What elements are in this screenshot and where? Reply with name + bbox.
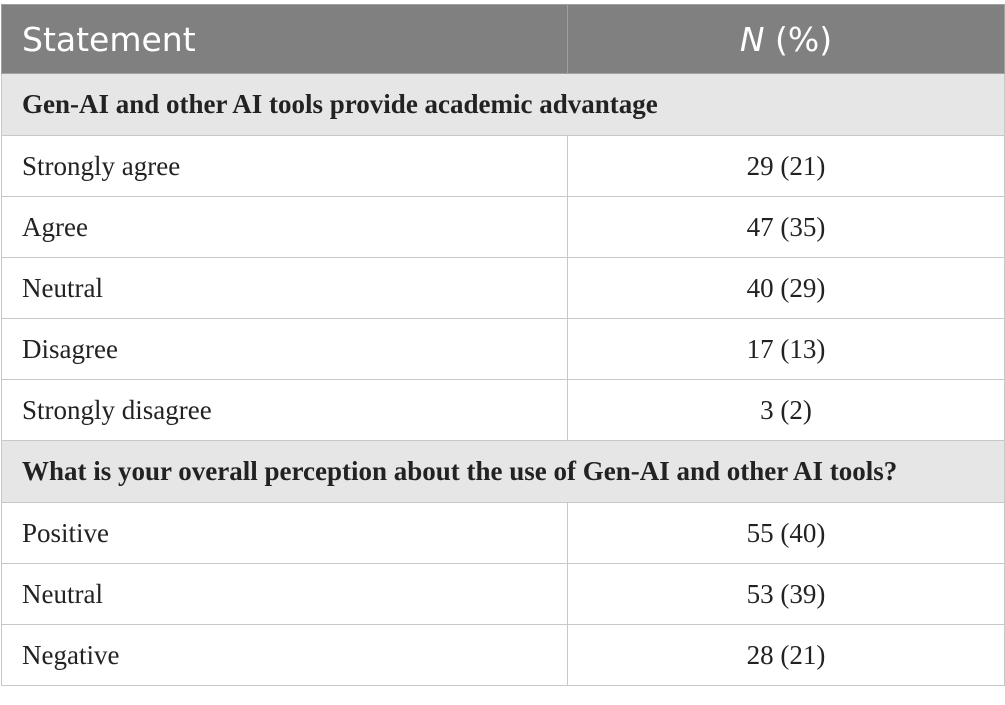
- row-value: 47 (35): [568, 197, 1005, 258]
- row-value: 53 (39): [568, 564, 1005, 625]
- table-row: [2, 380, 1005, 441]
- row-value: 55 (40): [568, 503, 1005, 564]
- row-label: Positive: [2, 503, 568, 564]
- section-title: What is your overall perception about the use of Gen-AI and other AI tools?: [2, 441, 1005, 503]
- column-header-statement: Statement: [2, 5, 568, 74]
- table-row: [2, 197, 1005, 258]
- row-value: 3 (2): [568, 380, 1005, 441]
- row-value: 17 (13): [568, 319, 1005, 380]
- table-row: [2, 136, 1005, 197]
- row-label: Disagree: [2, 319, 568, 380]
- section-title: Gen-AI and other AI tools provide academic advantage: [2, 74, 1005, 136]
- survey-table-container: [1, 4, 1004, 686]
- section-row-overall-perception: [2, 441, 1005, 503]
- row-label: Negative: [2, 625, 568, 686]
- row-value: 29 (21): [568, 136, 1005, 197]
- row-label: Agree: [2, 197, 568, 258]
- survey-table: [1, 4, 1005, 686]
- row-label: Neutral: [2, 258, 568, 319]
- row-label: Neutral: [2, 564, 568, 625]
- column-header-percent-suffix: (%): [764, 19, 833, 59]
- table-row: [2, 258, 1005, 319]
- table-row: [2, 319, 1005, 380]
- table-header-row: [2, 5, 1005, 74]
- table-row: [2, 625, 1005, 686]
- section-row-academic-advantage: [2, 74, 1005, 136]
- column-header-n-percent: [568, 5, 1005, 74]
- row-value: 40 (29): [568, 258, 1005, 319]
- column-header-n-letter: N: [739, 19, 765, 59]
- row-label: Strongly disagree: [2, 380, 568, 441]
- row-value: 28 (21): [568, 625, 1005, 686]
- table-row: [2, 503, 1005, 564]
- row-label: Strongly agree: [2, 136, 568, 197]
- table-row: [2, 564, 1005, 625]
